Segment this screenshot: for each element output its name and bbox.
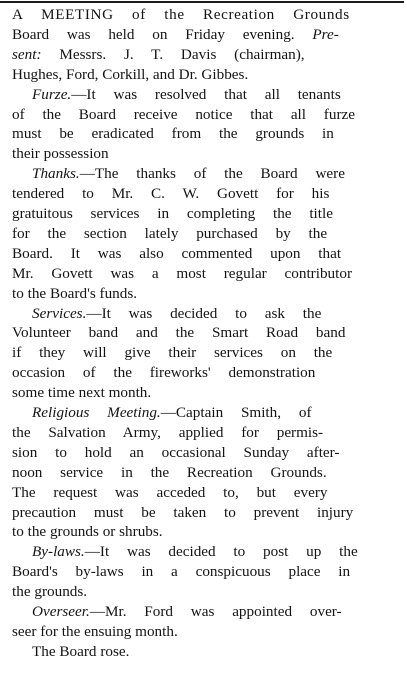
text-run: Mr. Govett was a most regular contributor [12, 264, 353, 282]
text-run: —It was resolved that all tenants [71, 85, 341, 103]
text-run: if they will give their services on the [12, 344, 333, 362]
text-run: to the grounds or shrubs. [12, 523, 163, 541]
text-run: tendered to Mr. C. W. Govett for his [12, 185, 330, 203]
text-run: A MEETING of the Recreation Grounds [12, 6, 350, 23]
text-run: to the Board's funds. [12, 284, 138, 302]
italic-run: Pre- [312, 25, 339, 43]
text-run: Board was held on Friday evening. [12, 25, 313, 43]
section-heading-religious-meeting: Religious Meeting. [32, 404, 161, 421]
section-heading-thanks: Thanks. [32, 165, 80, 183]
text-run: —The thanks of the Board were [79, 165, 345, 183]
text-run: The Board rose. [32, 642, 130, 660]
text-run: some time next month. [12, 384, 152, 402]
section-heading-overseer: Overseer. [32, 603, 90, 620]
text-run: noon service in the Recreation Grounds. [12, 463, 327, 481]
text-run: their possession [12, 145, 109, 163]
text-run: Board. It was also commented upon that [12, 244, 342, 262]
text-run: The request was acceded to, but every [12, 483, 328, 501]
text-run: Messrs. J. T. Davis (chairman), [41, 45, 305, 63]
text-run: —Mr. Ford was appointed over- [89, 603, 342, 620]
text-run: —Captain Smith, of [160, 404, 312, 421]
text-run: —It was decided to ask the [86, 304, 322, 322]
text-line [32, 640, 129, 664]
section-heading-services: Services. [32, 304, 87, 322]
text-run: for the section lately purchased by the [12, 224, 328, 242]
text-run: —It was decided to post up the [84, 543, 358, 561]
section-heading-by-laws: By-laws. [32, 543, 85, 561]
text-run: of the Board receive notice that all furze [12, 105, 355, 123]
text-run: the Salvation Army, applied for permis- [12, 423, 324, 441]
text-run: must be eradicated from the grounds in [12, 125, 334, 143]
section-heading-furze: Furze. [32, 85, 72, 103]
italic-run: sent: [12, 45, 42, 63]
text-run: Volunteer band and the Smart Road band [12, 324, 346, 342]
text-run: sion to hold an occasional Sunday after- [12, 443, 340, 461]
text-run: gratuitous services in completing the title [12, 205, 333, 222]
text-run: Hughes, Ford, Corkill, and Dr. Gibbes. [12, 65, 249, 83]
text-run: occasion of the fireworks' demonstration [12, 364, 316, 382]
text-run: the grounds. [12, 583, 88, 601]
text-run: precaution must be taken to prevent injury [12, 503, 354, 521]
text-run: Board's by-laws in a conspicuous place in [12, 563, 351, 581]
text-run: seer for the ensuing month. [12, 622, 178, 640]
